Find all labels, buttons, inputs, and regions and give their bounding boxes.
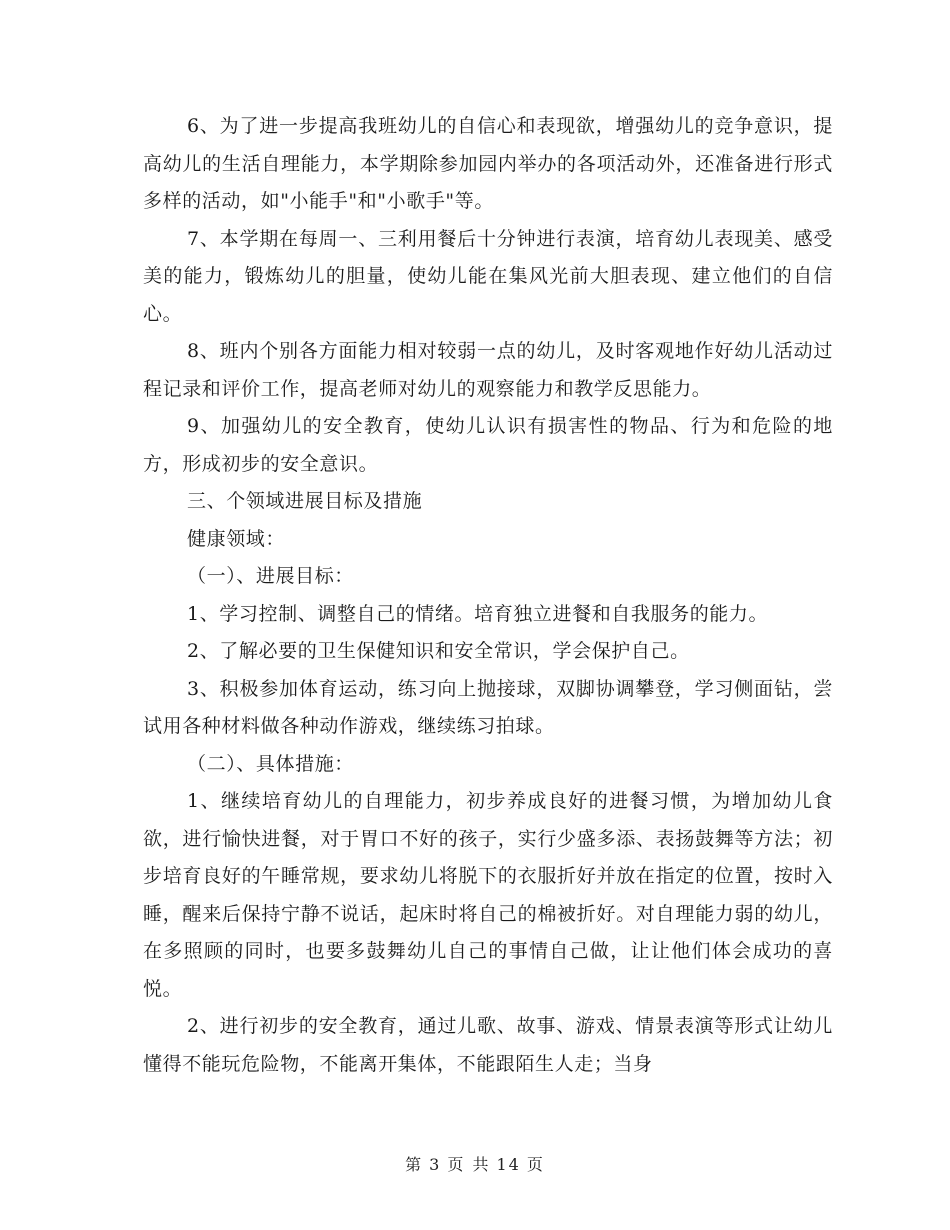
goal-item-1: 1、学习控制、调整自己的情绪。培育独立进餐和自我服务的能力。	[187, 602, 769, 625]
footer-middle: 页 共	[447, 1155, 491, 1174]
section-heading-3: 三、个领域进展目标及措施	[187, 490, 423, 512]
subsection-heading-health: 健康领域：	[187, 527, 286, 550]
paragraph-item-9: 9、加强幼儿的安全教育，使幼儿认识有损害性的物品、行为和危险的地方，形成初步的安全意识。	[143, 415, 833, 475]
footer-total-pages: 14	[496, 1155, 521, 1174]
paragraph-item-8: 8、班内个别各方面能力相对较弱一点的幼儿，及时客观地作好幼儿活动过程记录和评价工作，提高老师对幼儿的观察能力和教学反思能力。	[143, 340, 833, 400]
footer-prefix: 第	[405, 1155, 424, 1174]
measure-item-1: 1、继续培育幼儿的自理能力，初步养成良好的进餐习惯，为增加幼儿食欲，进行愉快进餐，对于胃口不好的孩子，实行少盛多添、表扬鼓舞等方法；初步培育良好的午睡常规，要求幼儿将脱下的衣服折好并放在指定的位置，按时入睡，醒来后保持宁静不说话，起床时将自己的棉被折好。对自理能力弱的幼儿，在多照顾的同时，也要多鼓舞幼儿自己的事情自己做，让让他们体会成功的喜悦。	[143, 790, 833, 1000]
goal-item-2: 2、了解必要的卫生保健知识和安全常识，学会保护自己。	[187, 640, 690, 662]
measure-item-2: 2、进行初步的安全教育，通过儿歌、故事、游戏、情景表演等形式让幼儿懂得不能玩危险物，不能离开集体，不能跟陌生人走；当身	[143, 1015, 833, 1075]
goal-item-3: 3、积极参加体育运动，练习向上抛接球，双脚协调攀登，学习侧面钻，尝试用各种材料做各种动作游戏，继续练习拍球。	[143, 677, 833, 737]
paragraph-item-6: 6、为了进一步提高我班幼儿的自信心和表现欲，增强幼儿的竞争意识，提高幼儿的生活自理能力，本学期除参加园内举办的各项活动外，还准备进行形式多样的活动，如"小能手"和"小歌手"等。	[143, 115, 833, 212]
paragraph-item-7: 7、本学期在每周一、三利用餐后十分钟进行表演，培育幼儿表现美、感受美的能力，锻炼幼儿的胆量，使幼儿能在集风光前大胆表现、建立他们的自信心。	[143, 227, 833, 325]
subsection-heading-goals: （一）、进展目标：	[187, 565, 354, 587]
footer-suffix: 页	[526, 1155, 545, 1174]
document-body	[143, 108, 833, 1083]
page-footer	[0, 1152, 950, 1175]
footer-current-page: 3	[429, 1155, 442, 1174]
subsection-heading-measures: （二）、具体措施：	[187, 752, 354, 775]
